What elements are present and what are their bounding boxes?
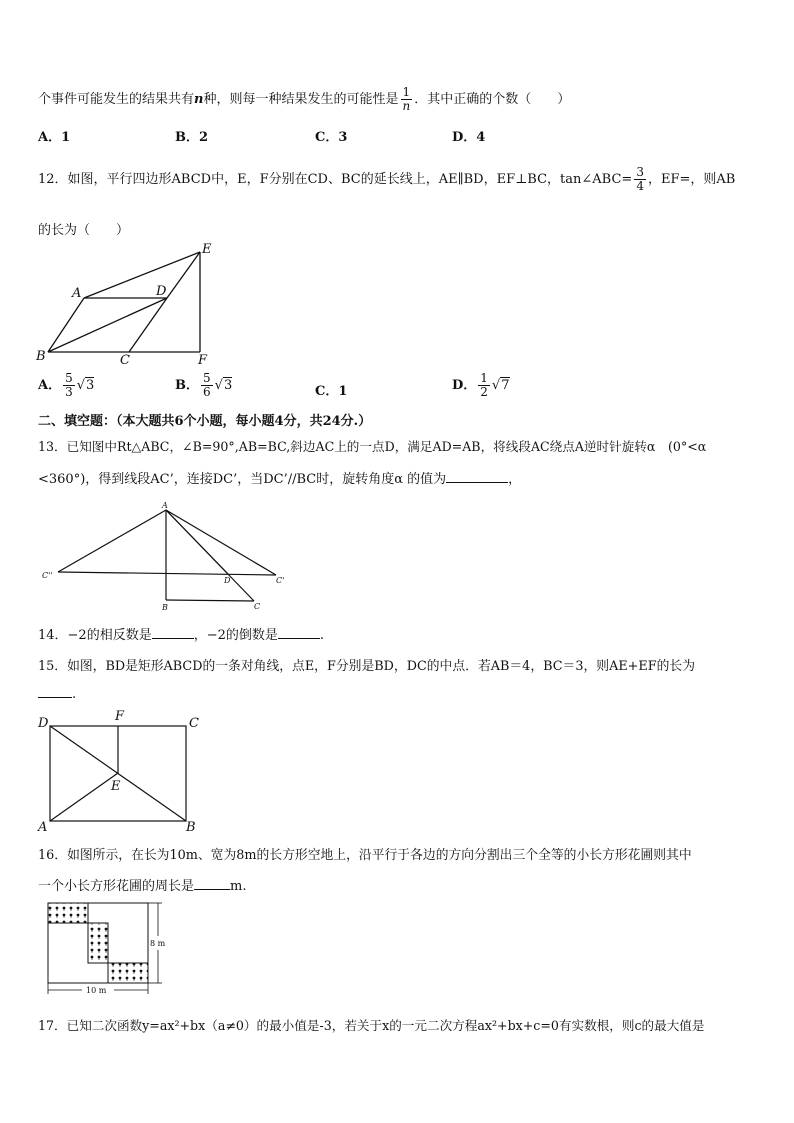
- q11-option-a: A．1: [38, 130, 71, 145]
- q11-text-b: 种，则每一种结果发生的可能性是: [203, 92, 399, 107]
- flowerbed-1: [48, 903, 88, 923]
- q11-line: [38, 86, 570, 113]
- q15-line1: 15．如图，BD是矩形ABCD的一条对角线，点E，F分别是BD，DC的中点．若AB＝4，BC＝3，则AE+EF的长为: [38, 659, 696, 674]
- q12-figure: [34, 240, 224, 368]
- q11-frac-num: 1: [402, 85, 411, 99]
- q16-answer-blank[interactable]: [194, 889, 230, 890]
- q13-label-c1: C': [276, 576, 285, 585]
- q12-line1: [38, 166, 735, 193]
- flowerbed-3: [108, 963, 148, 983]
- q13-label-c: C: [254, 602, 261, 611]
- q13-label-b: B: [162, 603, 168, 612]
- q15-label-f: F: [115, 709, 125, 724]
- q11-text-c: ．其中正确的个数（ ）: [414, 92, 571, 107]
- q13-label-d: D: [224, 576, 231, 585]
- q12-label-d: D: [156, 284, 167, 299]
- q12-option-a: A． $\frac{5}{3}$ √3: [38, 371, 95, 399]
- section-heading: 二、填空题：（本大题共6个小题，每小题4分，共24分.）: [38, 414, 372, 429]
- flowerbed-2: [88, 923, 108, 963]
- q12-option-b: B． $\frac{5}{6}$ √3: [175, 371, 233, 399]
- q13-figure: [38, 498, 290, 614]
- q15-label-e: E: [111, 779, 121, 794]
- q15-label-d: D: [38, 716, 49, 731]
- q15-figure: [34, 706, 214, 834]
- q11-fraction: [400, 86, 412, 113]
- q12-option-d: D． $\frac{1}{2}$ √7: [452, 371, 510, 399]
- q13-answer-blank[interactable]: [446, 482, 508, 483]
- q11-text-a: 个事件可能发生的结果共有: [38, 92, 195, 107]
- q17-line1: 17．已知二次函数y=ax²+bx（a≠0）的最小值是-3，若关于x的一元二次方程ax²+bx+c=0有实数根，则c的最大值是: [38, 1018, 705, 1033]
- q12-label-c: C: [120, 353, 130, 368]
- q11-frac-den: n: [402, 99, 411, 113]
- q11-option-b: B．2: [175, 130, 209, 145]
- q16-line2: 一个小长方形花圃的周长是 m.: [38, 879, 247, 894]
- q15-answer-blank[interactable]: [38, 697, 72, 698]
- q16-line1: 16．如图所示，在长为10m、宽为8m的长方形空地上，沿平行于各边的方向分割出三个全等的小长方形花圃则其中: [38, 848, 692, 863]
- q16-figure: [40, 898, 180, 998]
- q15-line2: .: [38, 687, 76, 702]
- q12-tan-fraction: $\frac{3}{4}$: [636, 165, 644, 193]
- q12-text-b: ，EF=，则AB: [647, 172, 736, 187]
- q12-option-c: C．1: [315, 384, 348, 399]
- q13-label-a: A: [162, 501, 168, 510]
- q15-label-a: A: [38, 820, 48, 834]
- q12-label-e: E: [202, 242, 212, 257]
- q11-option-c: C．3: [315, 130, 348, 145]
- q16-dim-height: 8 m: [150, 939, 166, 948]
- q12-label-b: B: [36, 349, 46, 364]
- q14-blank-1[interactable]: [152, 638, 194, 639]
- q12-label-a: A: [72, 286, 82, 301]
- q12-label-f: F: [198, 353, 208, 368]
- q12-line2: 的长为（ ）: [38, 223, 130, 238]
- q15-label-c: C: [189, 716, 199, 731]
- q13-label-c2: C'': [42, 571, 53, 580]
- q14-line: 14．−2的相反数是 ，−2的倒数是 .: [38, 628, 325, 643]
- q13-line2: <360°)，得到线段AC’，连接DC’，当DC’//BC时，旋转角度α 的值为 ，: [38, 472, 522, 487]
- q11-n: n: [194, 92, 204, 107]
- q12-text-a: 12．如图，平行四边形ABCD中，E，F分别在CD、BC的延长线上，AE∥BD，EF⊥BC，tan∠ABC=: [38, 172, 633, 187]
- q11-option-d: D．4: [452, 130, 486, 145]
- q16-dim-width: 10 m: [86, 986, 107, 995]
- q15-label-b: B: [186, 820, 196, 834]
- q13-line1: 13．已知图中Rt△ABC，∠B=90°,AB=BC,斜边AC上的一点D，满足AD=AB，将线段AC绕点A逆时针旋转α (0°<α: [38, 439, 707, 454]
- q14-blank-2[interactable]: [278, 638, 320, 639]
